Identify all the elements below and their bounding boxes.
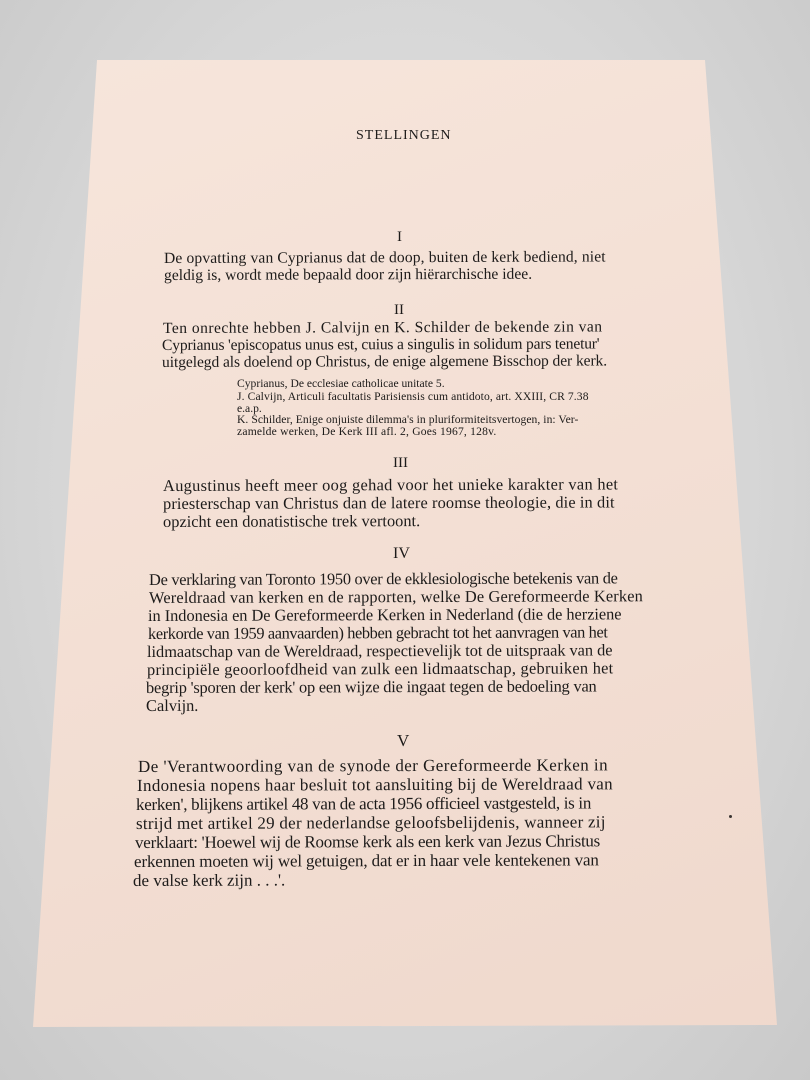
reference-line: e.a.p. (237, 402, 262, 415)
page-title: STELLINGEN (356, 128, 452, 143)
section-line: Indonesia nopens haar besluit tot aansluiting bij de Wereldraad van (137, 774, 613, 795)
section-line: principiële geoorloofdheid van zulk een lidmaatschap, gebruiken het (147, 658, 614, 679)
section-numeral: I (397, 229, 402, 245)
ink-speck (729, 815, 732, 818)
section-line: uitgelegd als doelend op Christus, de enige algemene Bisschop der kerk. (162, 352, 608, 371)
section-line: Ten onrechte hebben J. Calvijn en K. Schilder de bekende zin van (163, 318, 603, 337)
section-line: Augustinus heeft meer oog gehad voor het unieke karakter van het (163, 474, 619, 495)
section-line: De verklaring van Toronto 1950 over de ekklesiologische betekenis van de (149, 568, 618, 589)
section-line: Cyprianus 'episcopatus unus est, cuius a singulis in solidum pars tenetur' (162, 335, 600, 354)
section-numeral: II (394, 302, 404, 318)
section-numeral: III (393, 455, 408, 471)
section-line: erkennen moeten wij wel getuigen, dat er in haar vele kentekenen van (134, 850, 599, 871)
section-line: Calvijn. (146, 695, 199, 715)
section-line: De 'Verantwoording van de synode der Gereformeerde Kerken in (138, 755, 609, 776)
section-numeral: V (397, 731, 410, 750)
section-line: geldig is, wordt mede bepaald door zijn hiërarchische idee. (164, 265, 533, 284)
section-line: in Indonesia en De Gereformeerde Kerken in Nederland (die de herziene (148, 604, 622, 625)
reference-line: Cyprianus, De ecclesiae catholicae unitate 5. (237, 377, 445, 390)
section-line: begrip 'sporen der kerk' op een wijze die ingaat tegen de bedoeling van (146, 676, 597, 697)
section-line: lidmaatschap van de Wereldraad, respectievelijk tot de uitspraak van de (147, 640, 613, 661)
reference-line: K. Schilder, Enige onjuiste dilemma's in pluriformiteitsvertogen, in: Ver- (237, 413, 579, 426)
reference-line: J. Calvijn, Articuli facultatis Parisiensis cum antidoto, art. XXIII, CR 7.38 (237, 390, 589, 403)
section-line: verklaart: 'Hoewel wij de Roomse kerk als een kerk van Jezus Christus (135, 831, 601, 852)
section-line: de valse kerk zijn . . .'. (133, 870, 286, 890)
section-line: opzicht een donatistische trek vertoont. (163, 511, 421, 531)
section-line: strijd met artikel 29 der nederlandse geloofsbelijdenis, wanneer zij (136, 812, 606, 833)
section-line: kerkorde van 1959 aanvaarden) hebben gebracht tot het aanvragen van het (148, 622, 608, 643)
section-line: Wereldraad van kerken en de rapporten, welke De Gereformeerde Kerken (149, 586, 644, 607)
section-line: priesterschap van Christus dan de latere roomse theologie, die in dit (163, 492, 615, 513)
section-numeral: IV (393, 545, 410, 562)
reference-line: zamelde werken, De Kerk III afl. 2, Goes 1967, 128v. (237, 425, 497, 438)
section-line: De opvatting van Cyprianus dat de doop, buiten de kerk bediend, niet (164, 248, 606, 267)
section-line: kerken', blijkens artikel 48 van de acta 1956 officieel vastgesteld, is in (136, 793, 592, 814)
